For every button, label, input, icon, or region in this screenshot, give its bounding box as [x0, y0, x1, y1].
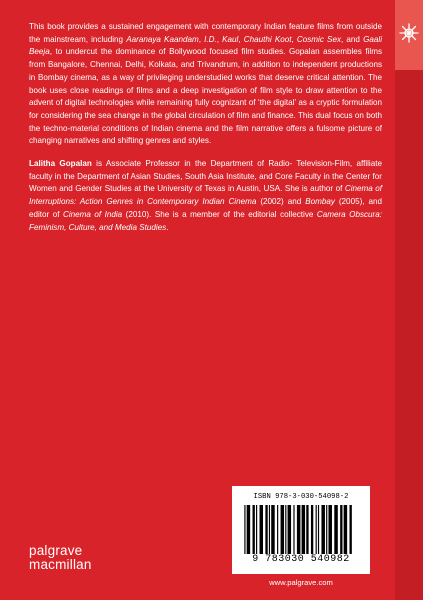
- book-description: [29, 21, 382, 148]
- barcode-bar: [340, 505, 342, 554]
- barcode-bar: [344, 505, 348, 554]
- barcode-bar: [326, 505, 327, 554]
- film-title: Aaranaya Kaandam: [126, 34, 199, 44]
- barcode-bar: [288, 505, 292, 554]
- separator: , and: [341, 34, 364, 44]
- barcode-bar: [281, 505, 285, 554]
- barcode-bar: [260, 505, 264, 554]
- barcode-bar: [297, 505, 301, 554]
- palgrave-star-icon: [398, 22, 420, 44]
- publisher-line2: macmillan: [29, 557, 92, 572]
- bio-text: .: [166, 222, 169, 232]
- barcode-bar: [334, 505, 338, 554]
- film-title: Gaali Beeja: [29, 34, 383, 57]
- author-bio: [29, 158, 382, 234]
- barcode-bar: [318, 505, 319, 554]
- barcode-bar: [253, 505, 255, 554]
- barcode-bar: [285, 505, 286, 554]
- separator: ,: [198, 34, 205, 44]
- barcode-bar: [265, 505, 267, 554]
- barcode-bar: [349, 505, 351, 554]
- publisher-url[interactable]: www.palgrave.com: [269, 578, 333, 587]
- film-title: Chauthi Koot: [243, 34, 292, 44]
- barcode-bar: [244, 505, 245, 554]
- bio-text: is Associate Professor in the Department of Radio- Television-Film, affiliate faculty in the Department of Asian Studies, South Asia Institute, and Core Faculty in the Center for Women and Gender Studies at the University of Texas in Austin, USA. She is author of: [29, 159, 382, 194]
- film-title: I.D.: [204, 34, 217, 44]
- barcode-bars: [242, 505, 360, 554]
- book-title: Camera Obscura: Feminism, Culture, and Media Studies: [29, 209, 382, 232]
- barcode-bar: [302, 505, 306, 554]
- book-title: Bombay: [305, 197, 335, 207]
- isbn-barcode: [232, 486, 370, 574]
- separator: ,: [216, 34, 223, 44]
- bio-text: (2005), and editor of: [29, 197, 382, 219]
- bio-text: (2002) and: [256, 197, 306, 207]
- barcode-bar: [256, 505, 257, 554]
- publisher-line1: palgrave: [29, 543, 83, 558]
- barcode-bar: [293, 505, 294, 554]
- bio-text: (2010). She is a member of the editorial collective: [122, 209, 317, 219]
- separator: ,: [238, 34, 244, 44]
- barcode-bar: [316, 505, 317, 554]
- book-title: Cinema of India: [63, 209, 123, 219]
- barcode-bar: [247, 505, 251, 554]
- palgrave-corner-badge: [395, 0, 423, 70]
- isbn-label: ISBN 978-3-030-54098-2: [253, 493, 349, 501]
- back-cover-text: [29, 21, 382, 244]
- barcode-bar: [328, 505, 332, 554]
- barcode-bar: [277, 505, 278, 554]
- barcode-bar: [311, 505, 313, 554]
- barcode-bar: [271, 505, 275, 554]
- book-spine-edge: [395, 0, 423, 600]
- book-title: Cinema of Interruptions: Action Genres in Contemporary Indian Cinema: [29, 184, 382, 207]
- barcode-digits: 9 783030 540982: [252, 554, 350, 565]
- author-name: Lalitha Gopalan: [29, 159, 92, 169]
- film-title: Cosmic Sex: [296, 34, 342, 44]
- publisher-logo: [29, 544, 92, 572]
- barcode-bar: [269, 505, 270, 554]
- separator: ,: [291, 34, 297, 44]
- film-title: Kaul: [222, 34, 239, 44]
- description-text: , to undercut the dominance of Bollywood focused film studies. Gopalan assembles films from Bangalore, Chennai, Delhi, Kolkata, and Trivandrum, in addition to independent productions in Bombay cinema, as a way of privileging understudied works that deserve critical attention. The book uses close readings of films and a deep investigation of film style to draw attention to the advent of digital technologies while remaining fully cognizant of ‘the digital’ as a cryptic formulation for considering the sea change in the global circulation of film and finance. This dual focus on both the techno-material conditions of Indian cinema and the film narrative offers a fulsome picture of changing narratives and shifting genres and styles.: [29, 47, 382, 146]
- barcode-bar: [321, 505, 325, 554]
- description-text: This book provides a sustained engagement with contemporary Indian feature films from outside the mainstream, including: [29, 22, 382, 44]
- barcode-bar: [306, 505, 308, 554]
